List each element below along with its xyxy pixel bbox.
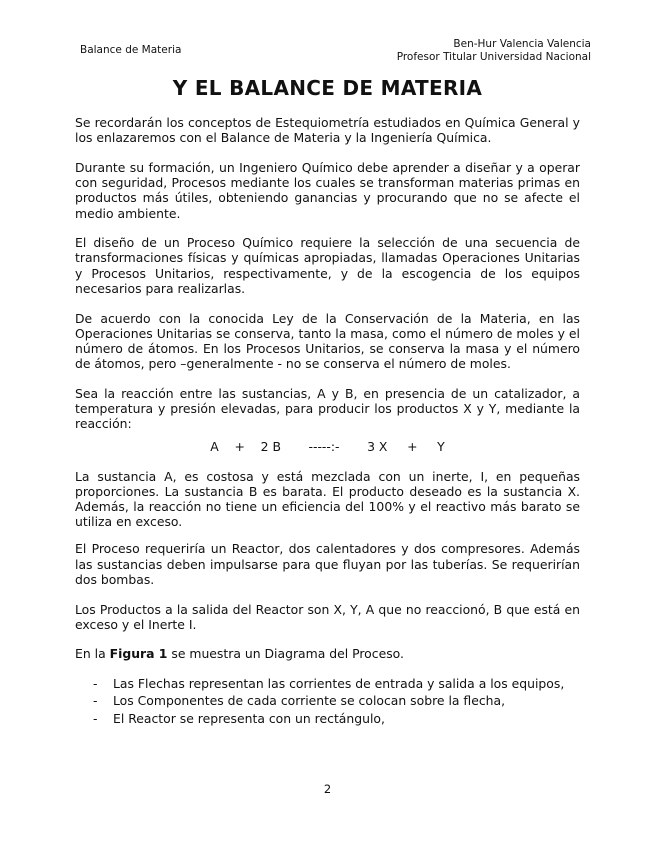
list-item: - El Reactor se representa con un rectángulo,: [75, 711, 580, 726]
paragraph: La sustancia A, es costosa y está mezclada con un inerte, I, en pequeñas proporciones. La sustancia B es barata. El producto deseado es la sustancia X. Además, la reacción no tiene un eficiencia del 100% y el reactivo más barato se utiliza en exceso.: [75, 468, 580, 530]
paragraph: Los Productos a la salida del Reactor son X, Y, A que no reaccionó, B que está en exceso y el Inerte I.: [75, 601, 580, 632]
list-item: - Los Componentes de cada corriente se colocan sobre la flecha,: [75, 693, 580, 708]
paragraph: De acuerdo con la conocida Ley de la Conservación de la Materia, en las Operaciones Unitarias se conserva, tanto la masa, como el número de moles y el número de átomos. En los Procesos Unitarios, se conserva la masa y el número de átomos, pero –generalmente - no se conserva el número de moles.: [75, 310, 580, 372]
paragraph: Se recordarán los conceptos de Estequiometría estudiados en Química General y los enlazaremos con el Balance de Materia y la Ingeniería Química.: [75, 115, 580, 146]
figure-ref-bold: Figura 1: [109, 646, 168, 662]
document-body: [75, 115, 580, 728]
header-affiliation: Profesor Titular Universidad Nacional: [396, 51, 591, 63]
figure-ref-before: En la: [75, 646, 110, 662]
reaction-equation: A + 2 B -----:- 3 X + Y: [210, 439, 445, 455]
figure-ref-after: se muestra un Diagrama del Proceso.: [167, 646, 404, 662]
figure-reference: [75, 646, 580, 661]
paragraph: Durante su formación, un Ingeniero Químico debe aprender a diseñar y a operar con seguridad, Procesos mediante los cuales se transforman materias primas en productos más útiles, obteniendo ganancias y procurando que no se afecte el medio ambiente.: [75, 159, 580, 221]
header-right: [397, 38, 591, 64]
page-number: 2: [323, 782, 332, 796]
page-title: Y EL BALANCE DE MATERIA: [172, 76, 483, 100]
paragraph: El Proceso requeriría un Reactor, dos calentadores y dos compresores. Además las sustancias deben impulsarse para que fluyan por las tuberías. Se requerirían dos bombas.: [75, 541, 580, 587]
header-author: Ben-Hur Valencia Valencia: [453, 38, 591, 50]
list-item: - Las Flechas representan las corrientes de entrada y salida a los equipos,: [75, 676, 580, 691]
bullet-list: [75, 676, 580, 726]
header-left: Balance de Materia: [80, 44, 182, 56]
paragraph: El diseño de un Proceso Químico requiere la selección de una secuencia de transformaciones físicas y químicas apropiadas, llamadas Operaciones Unitarias y Procesos Unitarios, respectivamente, y de la escogencia de los equipos necesarios para realizarlas.: [75, 235, 580, 296]
paragraph: Sea la reacción entre las sustancias, A y B, en presencia de un catalizador, a temperatura y presión elevadas, para producir los productos X y Y, mediante la reacción:: [75, 385, 580, 432]
